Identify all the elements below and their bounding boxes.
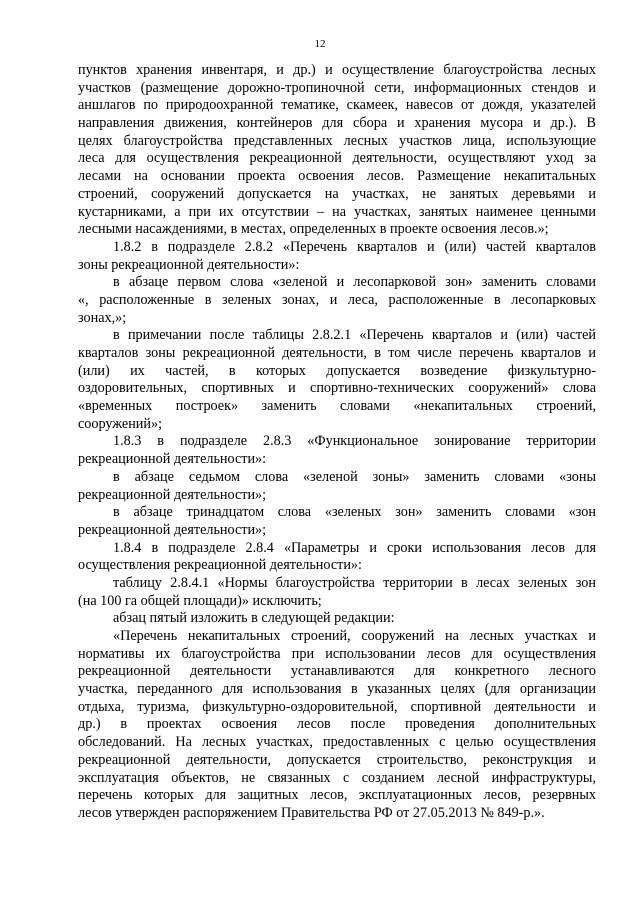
- text-line: участка, переданного для использования в указанных целях (для организации: [78, 681, 596, 698]
- text-line: аншлагов по природоохранной тематике, скамеек, навесов от дождя, указателей: [78, 97, 596, 114]
- text-line: зонах,»;: [78, 309, 127, 326]
- text-line: в абзаце седьмом слова «зеленой зоны» заменить словами «зоны: [113, 468, 596, 485]
- text-line: отдыха, туризма, физкультурно-оздоровительной, спортивной деятельности и: [78, 698, 596, 715]
- text-line: лесными насаждениями, в местах, определенных в проекте освоения лесов.»;: [78, 221, 549, 238]
- text-line: рекреационной деятельности, допускается строительство, реконструкция и: [78, 751, 596, 768]
- text-line: в абзаце тринадцатом слова «зеленых зон» заменить словами «зон: [113, 504, 596, 521]
- text-line: рекреационной деятельности»;: [78, 486, 267, 503]
- text-line: участков (размещение дорожно-тропиночной сети, информационных стендов и: [78, 79, 596, 96]
- text-line: нормативы их благоустройства при использовании лесов для осуществления: [78, 645, 596, 662]
- text-line: леса для осуществления рекреационной деятельности, осуществляют уход за: [78, 150, 596, 167]
- text-line: кварталов зоны рекреационной деятельности, в том числе перечень кварталов и: [78, 345, 596, 361]
- text-line: сооружений»;: [78, 415, 163, 432]
- text-line: «, расположенные в зеленых зонах, и леса, расположенные в лесопарковых: [78, 291, 596, 308]
- text-line: др.) в проектах освоения лесов после проведения дополнительных: [78, 716, 596, 733]
- text-line: направления движения, контейнеров для сбора и хранения мусора и др.). В: [78, 115, 596, 132]
- text-line: рекреационной деятельности»;: [78, 521, 267, 538]
- text-line: строений, сооружений допускается на участках, не занятых деревьями и: [78, 185, 596, 202]
- text-line: таблицу 2.8.4.1 «Нормы благоустройства территории в лесах зеленых зон: [113, 574, 596, 591]
- text-line: пунктов хранения инвентаря, и др.) и осуществление благоустройства лесных: [78, 62, 596, 78]
- document-body: [78, 62, 596, 823]
- text-line: (на 100 га общей площади)» исключить;: [78, 592, 322, 609]
- text-line: рекреационной деятельности»:: [78, 451, 267, 468]
- text-line: лесов утвержден распоряжением Правительства РФ от 27.05.2013 № 849-р.».: [78, 804, 545, 821]
- text-line: зоны рекреационной деятельности»:: [78, 256, 300, 273]
- text-line: рекреационной деятельности устанавливаются для конкретного лесного: [78, 663, 596, 680]
- text-line: оздоровительных, спортивных и спортивно-технических сооружений» слова: [78, 380, 596, 397]
- text-line: в примечании после таблицы 2.8.2.1 «Перечень кварталов и (или) частей: [113, 327, 596, 344]
- page-number: 12: [314, 38, 326, 50]
- text-line: 1.8.4 в подразделе 2.8.4 «Параметры и сроки использования лесов для: [113, 539, 596, 556]
- text-line: абзац пятый изложить в следующей редакции:: [113, 610, 395, 627]
- text-line: в абзаце первом слова «зеленой и лесопарковой зон» заменить словами: [113, 274, 596, 291]
- text-line: (или) их частей, в которых допускается возведение физкультурно-: [78, 362, 596, 379]
- text-line: «временных построек» заменить словами «некапитальных строений,: [78, 398, 596, 415]
- text-line: кустарниками, а при их отсутствии – на участках, занятых наименее ценными: [78, 203, 596, 220]
- text-line: 1.8.2 в подразделе 2.8.2 «Перечень кварталов и (или) частей кварталов: [113, 238, 596, 255]
- text-line: осуществления рекреационной деятельности»:: [78, 557, 362, 574]
- text-line: лесами на основании проекта освоения лесов. Размещение некапитальных: [78, 168, 596, 185]
- text-line: 1.8.3 в подразделе 2.8.3 «Функциональное зонирование территории: [113, 433, 596, 450]
- text-line: обследований. На лесных участках, предоставленных с целью осуществления: [78, 734, 596, 751]
- text-line: целях благоустройства представленных лесных участков лица, использующие: [78, 132, 596, 149]
- text-line: эксплуатация объектов, не связанных с созданием лесной инфраструктуры,: [78, 769, 596, 786]
- text-line: «Перечень некапитальных строений, сооружений на лесных участках и: [113, 628, 596, 644]
- text-line: перечень которых для защитных лесов, эксплуатационных лесов, резервных: [78, 787, 596, 804]
